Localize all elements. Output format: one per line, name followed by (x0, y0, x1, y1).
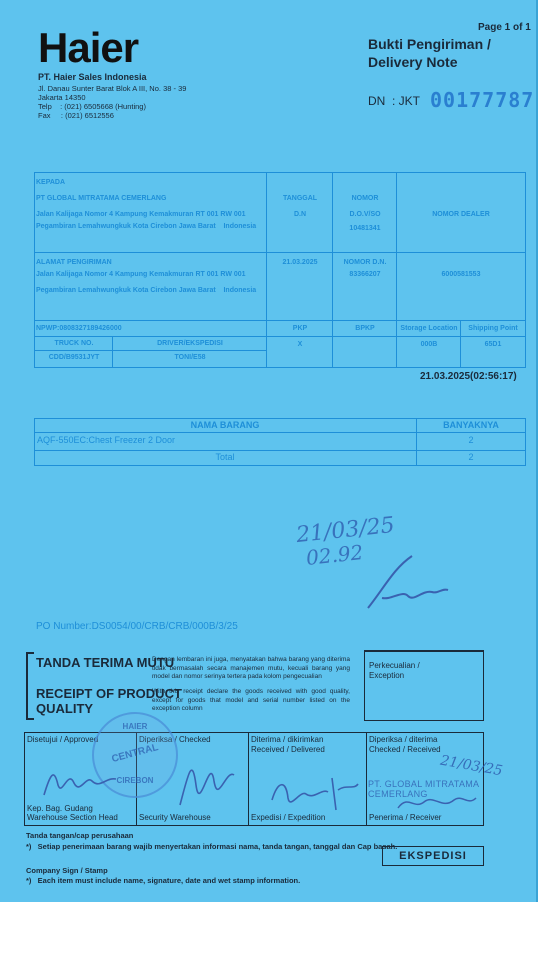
haier-logo: Haier (38, 24, 139, 71)
handwritten-signature (362, 548, 452, 618)
truck-label: TRUCK NO. (54, 340, 94, 347)
company-address-2: Jakarta 14350 (38, 93, 86, 102)
receipt-title-en-2: QUALITY (36, 701, 94, 716)
shipping-point-value: 65D1 (484, 341, 502, 348)
nomor-do-label: D.O.V/SO (349, 211, 381, 218)
storage-location-label: Storage Location (400, 325, 458, 332)
table-divider (112, 336, 113, 367)
npwp-value: NPWP:0808327189426000 (36, 325, 122, 332)
company-telp: Telp : (021) 6505668 (Hunting) (38, 102, 146, 111)
approved-signature (40, 755, 120, 800)
received-label-2: Checked / Received (369, 745, 441, 754)
exception-label-en: Exception (369, 671, 405, 680)
table-divider (266, 172, 267, 367)
print-timestamp: 21.03.2025(02:56:17) (420, 371, 517, 382)
handwritten-time: 02.92 (304, 540, 365, 570)
footer-note-en: *) Each item must include name, signature, date and wet stamp information. (26, 876, 301, 885)
receipt-bracket (26, 652, 34, 720)
expedition-label: Expedisi / Expedition (251, 813, 326, 822)
doc-title-id: Bukti Pengiriman / (368, 36, 491, 52)
items-col-qty: BANYAKNYA (443, 420, 499, 430)
storage-location-value: 000B (420, 341, 438, 348)
shipping-address-1: Jalan Kalijaga Nomor 4 Kampung Kemakmuran RT 001 RW 001 (36, 271, 246, 278)
nomor-do-value: 10481341 (349, 225, 381, 232)
handwritten-date: 21/03/25 (294, 512, 396, 549)
warehouse-stamp-bot: CIREBON (116, 776, 154, 785)
checked-label: Diperiksa / Checked (139, 735, 211, 744)
driver-label: DRIVER/EKSPEDISI (157, 340, 223, 347)
nomor-dn-label: NOMOR D.N. (343, 259, 387, 266)
footer-company-sign: Tanda tangan/cap perusahaan (26, 831, 134, 840)
warehouse-stamp-top: HAIER (122, 722, 148, 731)
checked-signature (170, 745, 240, 817)
table-divider (396, 172, 397, 367)
total-label: Total (215, 452, 235, 462)
item-qty: 2 (468, 435, 474, 445)
expedition-signature (266, 770, 362, 814)
company-address-1: Jl. Danau Sunter Barat Blok A III, No. 38 - 39 (38, 84, 187, 93)
receiver-label: Penerima / Receiver (369, 813, 442, 822)
driver-value: TONI/E58 (174, 354, 206, 361)
shipping-label: ALAMAT PENGIRIMAN (36, 259, 112, 266)
delivered-label-1: Diterima / dikirimkan (251, 735, 324, 744)
approved-label: Disetujui / Approved (27, 735, 99, 744)
item-name: AQF-550EC:Chest Freezer 2 Door (37, 435, 176, 445)
table-divider (460, 320, 461, 367)
dn-label: DN : JKT (368, 94, 421, 108)
items-total-divider (34, 450, 525, 451)
security-label: Security Warehouse (139, 813, 211, 822)
recipient-address-1: Jalan Kalijaga Nomor 4 Kampung Kemakmuran RT 001 RW 001 (36, 211, 246, 218)
receipt-text-en: With this receipt declare the goods received with good quality, except for goods that model and serial number listed on the exception column (152, 688, 350, 712)
receiver-stamp-date: 21/03/25 (439, 752, 504, 780)
table-divider (34, 252, 525, 253)
warehouse-head-label-2: Warehouse Section Head (27, 813, 118, 822)
items-col-name: NAMA BARANG (190, 420, 260, 430)
nomor-dealer-label: NOMOR DEALER (432, 211, 490, 218)
po-number: PO Number:DS0054/00/CRB/CRB/000B/3/25 (36, 621, 238, 632)
table-divider (34, 350, 266, 351)
recipient-name: PT GLOBAL MITRATAMA CEMERLANG (36, 195, 167, 202)
tanggal-label: TANGGAL (282, 195, 318, 202)
footer-company-stamp: Company Sign / Stamp (26, 866, 108, 875)
pkp-label: PKP (292, 325, 308, 332)
company-name: PT. Haier Sales Indonesia (38, 72, 147, 82)
table-divider (332, 172, 333, 367)
company-fax: Fax : (021) 6512556 (38, 111, 114, 120)
items-col-divider (416, 418, 417, 465)
received-label-1: Diperiksa / diterima (369, 735, 438, 744)
receiver-signature (394, 790, 478, 814)
delivered-label-2: Received / Delivered (251, 745, 325, 754)
shipping-address-2: Pegambiran Lemahwungkuk Kota Cirebon Jawa Barat Indonesia (36, 287, 257, 294)
receiver-stamp: PT. GLOBAL MITRATAMA CEMERLANG (368, 779, 479, 799)
table-divider (34, 320, 525, 321)
shipping-point-label: Shipping Point (468, 325, 518, 332)
total-value: 2 (468, 452, 474, 462)
doc-title-en: Delivery Note (368, 54, 458, 70)
nomor-dn-value: 83366207 (349, 271, 381, 278)
footer-note-id: *) Setiap penerimaan barang wajib menyertakan informasi nama, tanda tangan, tanggal dan Cap basah. (26, 842, 398, 851)
recipient-address-2: Pegambiran Lemahwungkuk Kota Cirebon Jawa Barat Indonesia (36, 223, 257, 230)
receipt-title-en-1: RECEIPT OF PRODUCT (36, 686, 182, 701)
exception-label: Perkecualian / (369, 661, 420, 670)
page-label: Page 1 of 1 (478, 22, 531, 33)
receipt-text-id: Dengan lembaran ini juga, menyatakan bahwa barang yang diterima tidak bermasalah secara manajemen mutu, kecuali barang yang model dan nomor serinya tertera pada kolom pengecualian (152, 656, 350, 680)
dn-number: 00177787 (430, 88, 535, 112)
warehouse-stamp-mid: CENTRAL (110, 742, 160, 765)
receipt-title-id: TANDA TERIMA MUTU (36, 655, 175, 670)
signature-divider (248, 732, 249, 825)
tanggal-dn-label: D.N (293, 211, 307, 218)
items-header-divider (34, 432, 525, 433)
warehouse-head-label-1: Kep. Bag. Gudang (27, 804, 93, 813)
bpkp-label: BPKP (355, 325, 375, 332)
nomor-label: NOMOR (351, 195, 379, 202)
signature-divider (366, 732, 367, 825)
dealer-number-value: 6000581553 (441, 271, 481, 278)
kepada-label: KEPADA (36, 179, 66, 186)
copy-label-ekspedisi: EKSPEDISI (382, 846, 484, 866)
pkp-value: X (297, 341, 303, 348)
truck-value: CDD/B9531JYT (48, 354, 100, 361)
dn-date: 21.03.2025 (282, 259, 318, 266)
